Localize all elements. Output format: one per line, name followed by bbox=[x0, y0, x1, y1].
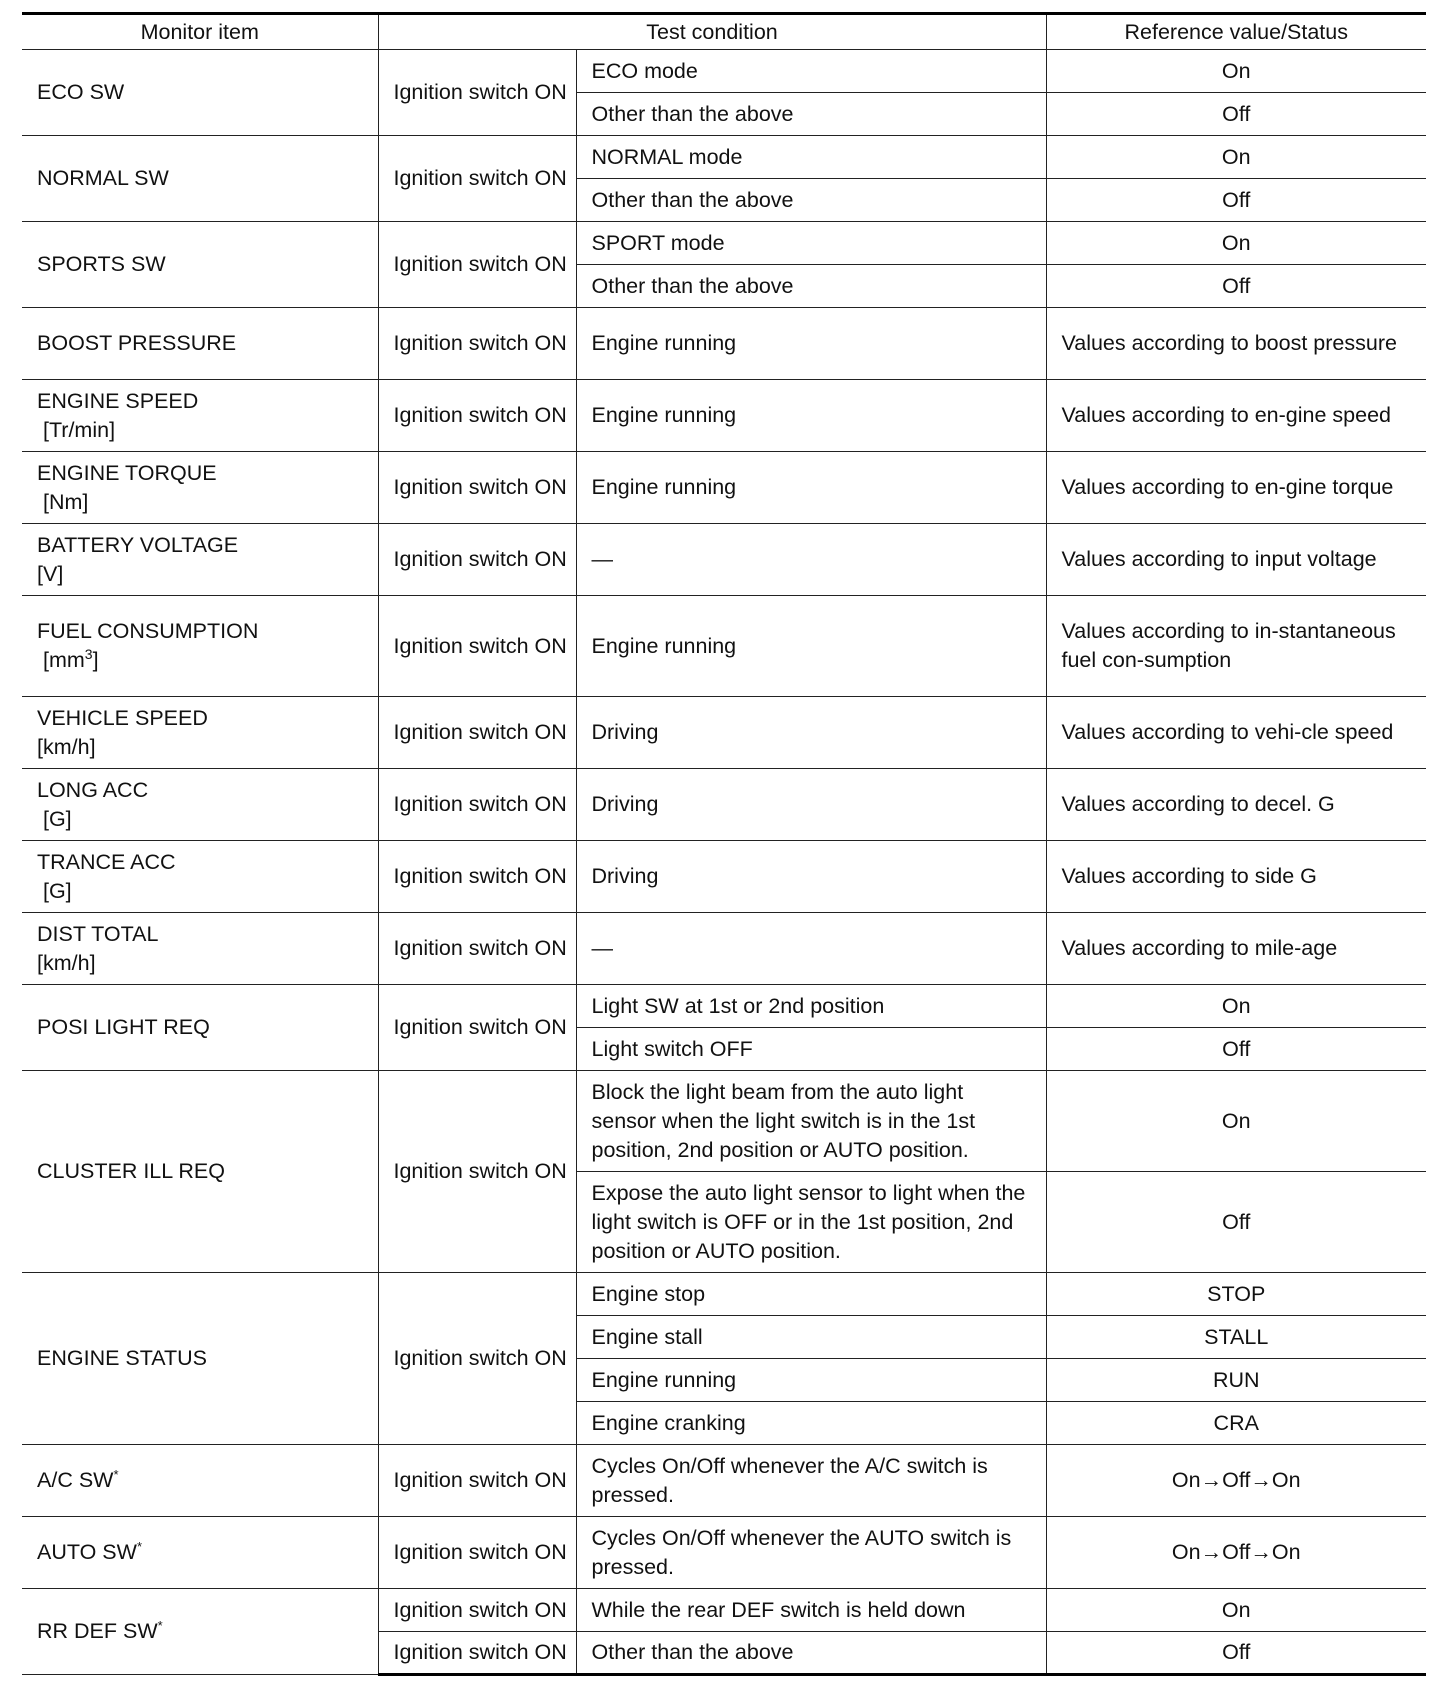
reference-value: Values according to boost pressure bbox=[1046, 308, 1426, 380]
test-condition: SPORT mode bbox=[576, 222, 1046, 265]
footnote-mark: * bbox=[136, 1538, 143, 1554]
table-row bbox=[22, 524, 1426, 596]
item-name: VEHICLE SPEED bbox=[37, 705, 208, 730]
test-condition: Expose the auto light sensor to light when the light switch is OFF or in the 1st position, 2nd position or AUTO position. bbox=[576, 1172, 1046, 1273]
reference-value: Off bbox=[1046, 179, 1426, 222]
ignition-condition: Ignition switch ON bbox=[378, 1517, 576, 1589]
reference-value: On→Off→On bbox=[1046, 1445, 1426, 1517]
ignition-condition: Ignition switch ON bbox=[378, 1071, 576, 1273]
ignition-condition: Ignition switch ON bbox=[378, 1589, 576, 1632]
test-condition: Cycles On/Off whenever the A/C switch is pressed. bbox=[576, 1445, 1046, 1517]
monitor-item bbox=[22, 769, 378, 841]
test-condition: Other than the above bbox=[576, 1632, 1046, 1675]
reference-value: RUN bbox=[1046, 1359, 1426, 1402]
table-row bbox=[22, 697, 1426, 769]
reference-value: Values according to en-gine torque bbox=[1046, 452, 1426, 524]
item-name: BATTERY VOLTAGE bbox=[37, 532, 239, 557]
table-row bbox=[22, 136, 1426, 179]
table-row bbox=[22, 1589, 1426, 1632]
reference-value: On bbox=[1046, 1589, 1426, 1632]
monitor-item bbox=[22, 841, 378, 913]
reference-value: Off bbox=[1046, 1172, 1426, 1273]
ignition-condition: Ignition switch ON bbox=[378, 452, 576, 524]
reference-value: Off bbox=[1046, 1632, 1426, 1675]
reference-value: Off bbox=[1046, 265, 1426, 308]
test-condition: NORMAL mode bbox=[576, 136, 1046, 179]
header-test-condition: Test condition bbox=[378, 14, 1046, 50]
test-condition: Engine cranking bbox=[576, 1402, 1046, 1445]
monitor-item bbox=[22, 452, 378, 524]
monitor-item: SPORTS SW bbox=[22, 222, 378, 308]
ignition-condition: Ignition switch ON bbox=[378, 985, 576, 1071]
table-row bbox=[22, 1445, 1426, 1517]
table-row bbox=[22, 1517, 1426, 1589]
ignition-condition: Ignition switch ON bbox=[378, 769, 576, 841]
test-condition: — bbox=[576, 913, 1046, 985]
item-name: ENGINE SPEED bbox=[37, 388, 199, 413]
reference-value: Values according to in-stantaneous fuel con-sumption bbox=[1046, 596, 1426, 697]
test-condition: Engine running bbox=[576, 452, 1046, 524]
monitor-item bbox=[22, 524, 378, 596]
item-name: DIST TOTAL bbox=[37, 921, 159, 946]
test-condition: Other than the above bbox=[576, 93, 1046, 136]
item-unit: [Tr/min] bbox=[42, 417, 116, 442]
monitor-item bbox=[22, 1445, 378, 1517]
monitor-item bbox=[22, 596, 378, 697]
ignition-condition: Ignition switch ON bbox=[378, 596, 576, 697]
test-condition: — bbox=[576, 524, 1046, 596]
test-condition: Engine running bbox=[576, 596, 1046, 697]
ignition-condition: Ignition switch ON bbox=[378, 50, 576, 136]
reference-value: On bbox=[1046, 50, 1426, 93]
ignition-condition: Ignition switch ON bbox=[378, 524, 576, 596]
test-condition: Engine stall bbox=[576, 1316, 1046, 1359]
table-row bbox=[22, 50, 1426, 93]
monitor-item bbox=[22, 1517, 378, 1589]
monitor-item bbox=[22, 1589, 378, 1675]
item-name: TRANCE ACC bbox=[37, 849, 176, 874]
table-row bbox=[22, 769, 1426, 841]
item-unit: [V] bbox=[37, 561, 64, 586]
monitor-item: BOOST PRESSURE bbox=[22, 308, 378, 380]
ignition-condition: Ignition switch ON bbox=[378, 222, 576, 308]
item-unit: [G] bbox=[42, 878, 72, 903]
reference-value: Off bbox=[1046, 93, 1426, 136]
table-row bbox=[22, 380, 1426, 452]
test-condition: Driving bbox=[576, 769, 1046, 841]
monitor-table bbox=[22, 12, 1426, 1676]
ignition-condition: Ignition switch ON bbox=[378, 136, 576, 222]
ignition-condition: Ignition switch ON bbox=[378, 380, 576, 452]
ignition-condition: Ignition switch ON bbox=[378, 913, 576, 985]
item-name: A/C SW bbox=[37, 1468, 114, 1492]
header-monitor-item: Monitor item bbox=[22, 14, 378, 50]
monitor-item bbox=[22, 697, 378, 769]
item-unit: [G] bbox=[42, 806, 72, 831]
ignition-condition: Ignition switch ON bbox=[378, 1273, 576, 1445]
ignition-condition: Ignition switch ON bbox=[378, 841, 576, 913]
test-condition: Cycles On/Off whenever the AUTO switch is pressed. bbox=[576, 1517, 1046, 1589]
monitor-item: NORMAL SW bbox=[22, 136, 378, 222]
item-name: LONG ACC bbox=[37, 777, 149, 802]
ignition-condition: Ignition switch ON bbox=[378, 697, 576, 769]
reference-value: STOP bbox=[1046, 1273, 1426, 1316]
monitor-item: POSI LIGHT REQ bbox=[22, 985, 378, 1071]
item-name: AUTO SW bbox=[37, 1540, 137, 1564]
test-condition: Engine running bbox=[576, 308, 1046, 380]
reference-value: On bbox=[1046, 222, 1426, 265]
table-row bbox=[22, 1273, 1426, 1316]
header-row bbox=[22, 14, 1426, 50]
reference-value: Values according to decel. G bbox=[1046, 769, 1426, 841]
reference-value: On bbox=[1046, 985, 1426, 1028]
reference-value: STALL bbox=[1046, 1316, 1426, 1359]
reference-value: On bbox=[1046, 136, 1426, 179]
table-row bbox=[22, 841, 1426, 913]
item-name: FUEL CONSUMPTION bbox=[37, 619, 259, 643]
test-condition: ECO mode bbox=[576, 50, 1046, 93]
table-row bbox=[22, 452, 1426, 524]
reference-value: Values according to input voltage bbox=[1046, 524, 1426, 596]
footnote-mark: * bbox=[157, 1617, 163, 1633]
table-row bbox=[22, 222, 1426, 265]
test-condition: Light SW at 1st or 2nd position bbox=[576, 985, 1046, 1028]
ignition-condition: Ignition switch ON bbox=[378, 1632, 576, 1675]
item-name: ENGINE TORQUE bbox=[37, 460, 217, 485]
monitor-item: CLUSTER ILL REQ bbox=[22, 1071, 378, 1273]
monitor-item: ENGINE STATUS bbox=[22, 1273, 378, 1445]
reference-value: Off bbox=[1046, 1028, 1426, 1071]
table-row bbox=[22, 985, 1426, 1028]
monitor-item bbox=[22, 380, 378, 452]
reference-value: CRA bbox=[1046, 1402, 1426, 1445]
test-condition: While the rear DEF switch is held down bbox=[576, 1589, 1046, 1632]
test-condition: Block the light beam from the auto light sensor when the light switch is in the 1st position, 2nd position or AUTO position. bbox=[576, 1071, 1046, 1172]
item-unit: $[mm^3]$ bbox=[42, 645, 99, 672]
ignition-condition: Ignition switch ON bbox=[378, 1445, 576, 1517]
test-condition: Engine running bbox=[576, 380, 1046, 452]
test-condition: Engine stop bbox=[576, 1273, 1046, 1316]
test-condition: Driving bbox=[576, 697, 1046, 769]
item-name: RR DEF SW bbox=[37, 1619, 158, 1643]
test-condition: Light switch OFF bbox=[576, 1028, 1046, 1071]
item-unit: [km/h] bbox=[37, 950, 96, 975]
item-unit: [km/h] bbox=[37, 734, 96, 759]
monitor-item bbox=[22, 913, 378, 985]
test-condition: Driving bbox=[576, 841, 1046, 913]
reference-value: On→Off→On bbox=[1046, 1517, 1426, 1589]
footnote-mark: * bbox=[113, 1466, 119, 1482]
test-condition: Engine running bbox=[576, 1359, 1046, 1402]
reference-value: On bbox=[1046, 1071, 1426, 1172]
reference-value: Values according to side G bbox=[1046, 841, 1426, 913]
table-row bbox=[22, 1071, 1426, 1172]
reference-value: Values according to mile-age bbox=[1046, 913, 1426, 985]
test-condition: Other than the above bbox=[576, 179, 1046, 222]
reference-value: Values according to en-gine speed bbox=[1046, 380, 1426, 452]
reference-value: Values according to vehi-cle speed bbox=[1046, 697, 1426, 769]
table-row bbox=[22, 596, 1426, 697]
item-unit: [Nm] bbox=[42, 489, 89, 514]
header-reference: Reference value/Status bbox=[1046, 14, 1426, 50]
table-row bbox=[22, 308, 1426, 380]
monitor-item: ECO SW bbox=[22, 50, 378, 136]
ignition-condition: Ignition switch ON bbox=[378, 308, 576, 380]
table-row bbox=[22, 913, 1426, 985]
test-condition: Other than the above bbox=[576, 265, 1046, 308]
